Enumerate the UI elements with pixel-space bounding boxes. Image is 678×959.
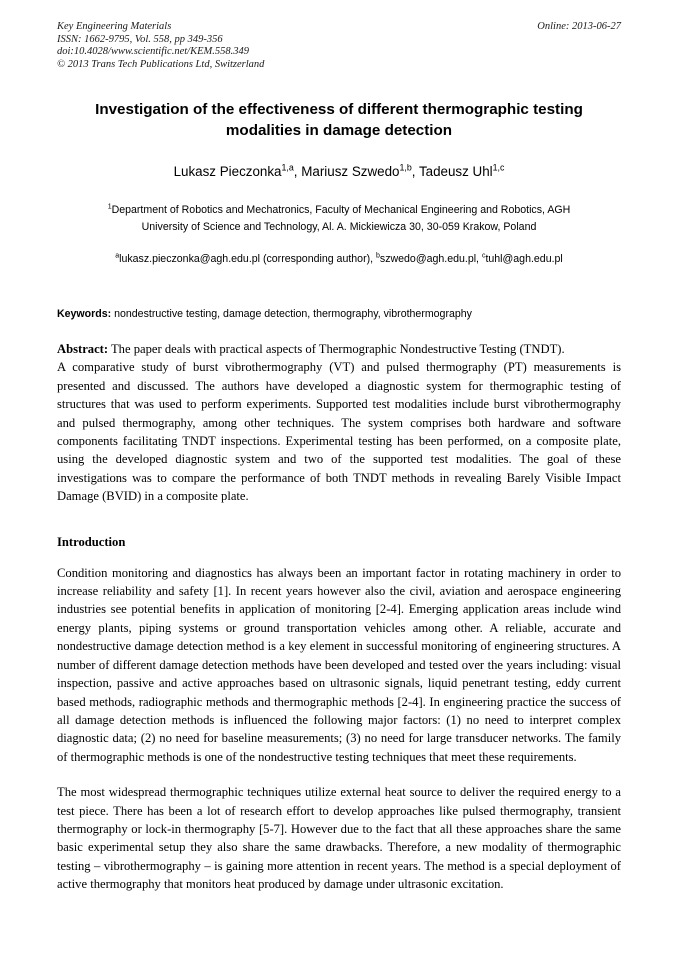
email-address: szwedo@agh.edu.pl, [379,253,482,265]
email-mark: b [376,252,380,260]
affiliation-block [91,202,587,235]
author-affiliation-marks: 1,b [399,162,412,173]
author-name: Tadeusz Uhl [418,164,493,179]
author-list [57,163,621,181]
page-content [57,21,621,894]
keywords-value: nondestructive testing, damage detection, thermography, vibrothermography [111,308,472,320]
introduction-paragraph-2: The most widespread thermographic techniques utilize external heat source to deliver the required energy to a test piece. There has been a lot of research effort to develop approaches like pulsed thermography, transient thermography or lock-in thermography [5-7]. However due to the fact that all these approaches share the same basic experimental setup they also share the same drawbacks. Therefore, a new modality of thermographic testing – vibrothermography – is gaining more attention in recent years. The method is a special deployment of active thermography that monitors heat produced by damage under ultrasonic excitation. [57,785,621,892]
author-name: Mariusz Szwedo [301,164,400,179]
email-mark: a [115,252,120,260]
journal-issn-line: ISSN: 1662-9795, Vol. 558, pp 349-356 [57,33,223,45]
author-separator: , [293,164,302,179]
abstract-block-continued: A comparative study of burst vibrothermography (VT) and pulsed thermography (PT) measurements is presented and discussed. The authors have developed a diagnostic system for thermographic testing of structures that was used to perform experiments. Supported test modalities include burst vibrothermography and pulsed thermography, among other techniques. The system comprises both hardware and software components facilitating TNDT inspections. Experimental testing has been performed, on a composite plate, using the developed diagnostic system and two of the supported test modalities. The goal of these investigations was to compare the performance of both TNDT methods in revealing Barely Visible Impact Damage (BVID) in a composite plate. [57,360,621,504]
email-address: tuhl@agh.edu.pl [485,253,563,265]
author-separator: , [411,164,419,179]
email-block [57,252,621,267]
affiliation-mark: 1 [107,203,112,211]
journal-copyright-line: © 2013 Trans Tech Publications Ltd, Switzerland [57,58,265,70]
journal-doi-line: doi:10.4028/www.scientific.net/KEM.558.349 [57,46,249,58]
page-title: Investigation of the effectiveness of different thermographic testing modalities in damage detection [95,101,583,139]
online-publication-date: Online: 2013-06-27 [537,21,621,32]
abstract-text-part-1: The paper deals with practical aspects of Thermographic Nondestructive Testing (TNDT). [108,342,565,356]
abstract-block [57,340,621,358]
journal-name: Key Engineering Materials [57,21,172,32]
section-heading-introduction: Introduction [57,534,126,549]
introduction-paragraph-1: Condition monitoring and diagnostics has always been an important factor in rotating machinery in order to increase reliability and safety [1]. In recent years however also the civil, aviation and aerospace engineering industries see potential benefits in application of monitoring [2-4]. Emerging application areas include wind energy plants, piping systems or ground transportation vehicles among other. A reliable, accurate and nondestructive damage detection method is a key element in successful monitoring of engineering structures. A number of different damage detection methods have been developed and tested over the years including: visual inspection, passive and active approaches based on ultrasonic signals, liquid penetrant testing, eddy current based methods, radiographic methods and thermographic methods [2-4]. In engineering practice the success of all damage detection methods is influenced the following major factors: (1) no need to interpret complex diagnostic data; (2) no need for baseline measurements; (3) no need for large transducer networks. The family of thermographic methods is one of the nondestructive testing techniques that meet these requirements. [57,565,621,764]
email-address: lukasz.pieczonka@agh.edu.pl (corresponding author), [119,253,377,265]
author-affiliation-marks: 1,c [492,162,505,173]
author-name: Lukasz Pieczonka [173,164,282,179]
email-mark: c [481,252,486,260]
journal-header [57,21,621,75]
author-affiliation-marks: 1,a [281,162,294,173]
affiliation-line-1: Department of Robotics and Mechatronics, Faculty of Mechanical Engineering and Robotics, [111,204,545,216]
keywords-block [57,307,621,322]
affiliation-line-2: AGH University of Science and Technology, Al. A. Mickiewicza 30, 30-059 Krakow, Poland [141,204,571,233]
abstract-label: Abstract: [57,342,109,356]
keywords-label: Keywords: [57,308,112,320]
